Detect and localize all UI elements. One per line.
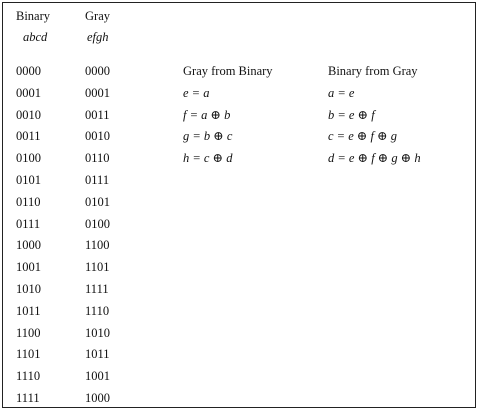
binary-cell: 1101 <box>16 347 41 362</box>
gray-cell: 1100 <box>85 238 110 253</box>
binary-cell: 1010 <box>16 282 41 296</box>
gray-cell: 0011 <box>85 107 110 122</box>
binary-cell: 1110 <box>16 369 41 384</box>
binary-equation: b = e ⊕ f <box>328 107 375 122</box>
binary-cell: 0011 <box>16 129 41 144</box>
gray-cell: 1001 <box>85 369 110 384</box>
binary-cell: 0000 <box>16 64 41 78</box>
binary-cell: 1111 <box>16 391 40 405</box>
gray-cell: 1011 <box>85 347 110 362</box>
gray-header: Gray <box>85 9 110 23</box>
binary-equation: d = e ⊕ f ⊕ g ⊕ h <box>328 151 421 166</box>
gray-cell: 1111 <box>85 282 109 296</box>
binary-cell: 0101 <box>16 173 41 187</box>
gray-equation: f = a ⊕ b <box>183 107 231 122</box>
gray-vars: efgh <box>87 30 109 44</box>
binary-cell: 0001 <box>16 85 41 100</box>
gray-cell: 0100 <box>85 216 110 231</box>
binary-cell: 0100 <box>16 151 41 166</box>
gray-equation: e = a <box>183 85 210 100</box>
binary-cell: 1001 <box>16 260 41 275</box>
binary-equation: c = e ⊕ f ⊕ g <box>328 129 397 144</box>
binary-cell: 1011 <box>16 303 41 318</box>
gray-cell: 1101 <box>85 260 110 275</box>
gray-from-binary-title: Gray from Binary <box>183 64 273 78</box>
binary-cell: 1100 <box>16 325 41 340</box>
gray-cell: 0001 <box>85 85 110 100</box>
binary-vars: abcd <box>23 30 48 44</box>
gray-cell: 0111 <box>85 173 110 187</box>
binary-cell: 0110 <box>16 194 41 209</box>
binary-header: Binary <box>16 9 51 23</box>
gray-equation: g = b ⊕ c <box>183 129 233 144</box>
binary-from-gray-title: Binary from Gray <box>328 64 418 78</box>
gray-cell: 0010 <box>85 129 110 144</box>
gray-cell: 1110 <box>85 303 110 318</box>
binary-cell: 0111 <box>16 216 41 231</box>
table-frame <box>2 2 476 408</box>
gray-equation: h = c ⊕ d <box>183 151 233 166</box>
gray-cell: 1010 <box>85 325 110 340</box>
gray-cell: 0101 <box>85 194 110 209</box>
binary-equation: a = e <box>328 85 355 100</box>
binary-cell: 0010 <box>16 107 41 122</box>
gray-cell: 0110 <box>85 151 110 166</box>
gray-cell: 0000 <box>85 64 110 78</box>
gray-cell: 1000 <box>85 391 110 405</box>
binary-cell: 1000 <box>16 238 41 253</box>
